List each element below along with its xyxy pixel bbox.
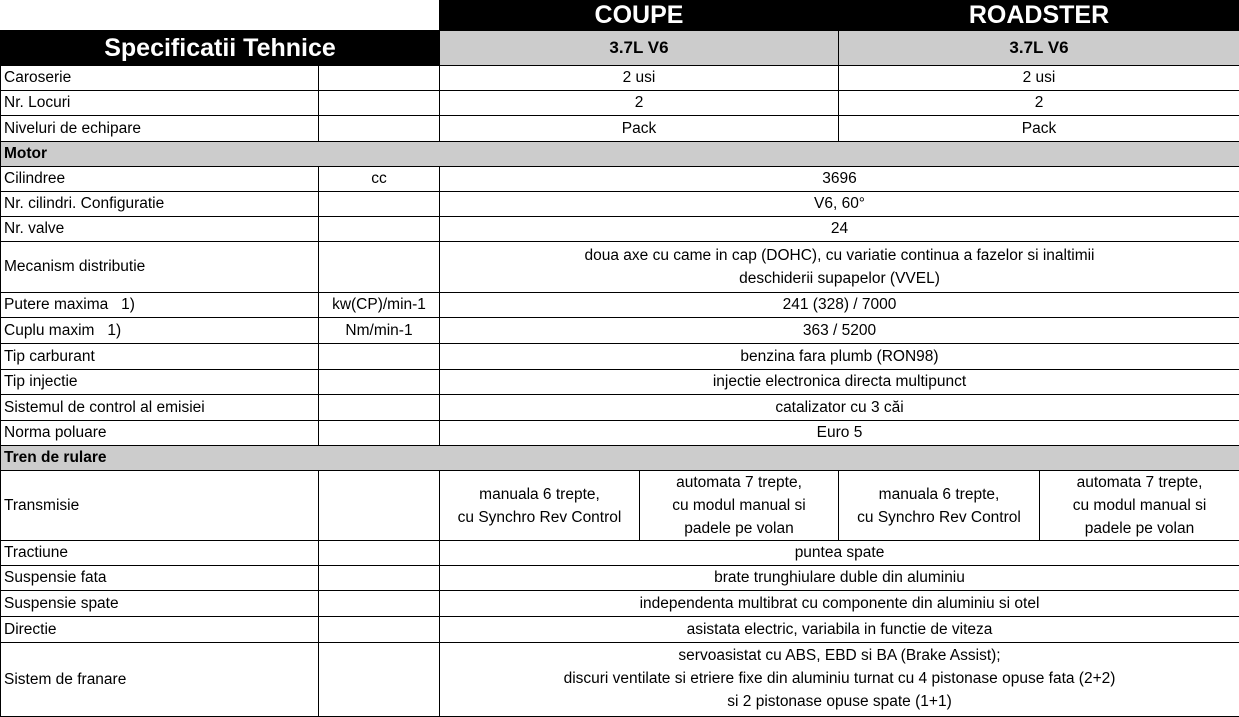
row-label: Nr. Locuri: [1, 91, 319, 116]
coupe-auto-value: [640, 471, 839, 541]
row-label: Nr. cilindri. Configuratie: [1, 192, 319, 217]
roadster-header: ROADSTER: [839, 1, 1239, 31]
row-valve: [1, 217, 1239, 242]
value-line: automata 7 trepte,: [1043, 471, 1236, 494]
row-locuri: [1, 91, 1239, 116]
value-line: deschiderii supapelor (VVEL): [443, 267, 1236, 290]
roadster-manual-value: [839, 471, 1040, 541]
unit-cell: [319, 541, 440, 566]
coupe-value: Pack: [440, 116, 839, 142]
value-line: cu modul manual si: [1043, 494, 1236, 517]
row-label: Cuplu maxim 1): [1, 318, 319, 344]
unit-cell: [319, 344, 440, 370]
row-label: Niveluri de echipare: [1, 116, 319, 142]
roadster-auto-value: [1040, 471, 1239, 541]
row-label: Tip carburant: [1, 344, 319, 370]
roadster-value: Pack: [839, 116, 1239, 142]
value-line: cu Synchro Rev Control: [443, 506, 636, 529]
row-suspensie-fata: [1, 566, 1239, 591]
row-directie: [1, 617, 1239, 643]
row-cilindree: [1, 167, 1239, 192]
value-cell: benzina fara plumb (RON98): [440, 344, 1239, 370]
row-label: Sistem de franare: [1, 643, 319, 717]
row-franare: [1, 643, 1239, 717]
row-label: Tractiune: [1, 541, 319, 566]
row-label: Cilindree: [1, 167, 319, 192]
row-caroserie: [1, 66, 1239, 91]
unit-cell: [319, 471, 440, 541]
value-line: padele pe volan: [643, 517, 835, 540]
row-carburant: [1, 344, 1239, 370]
unit-cell: Nm/min-1: [319, 318, 440, 344]
unit-cell: [319, 242, 440, 293]
row-suspensie-spate: [1, 591, 1239, 617]
unit-cell: [319, 643, 440, 717]
row-label: Transmisie: [1, 471, 319, 541]
value-cell: asistata electric, variabila in functie de viteza: [440, 617, 1239, 643]
value-line: cu modul manual si: [643, 494, 835, 517]
unit-cell: [319, 421, 440, 446]
page-title: Specificatii Tehnice: [1, 31, 440, 66]
row-putere: [1, 293, 1239, 318]
row-label: Nr. valve: [1, 217, 319, 242]
value-cell: [440, 242, 1239, 293]
value-cell: puntea spate: [440, 541, 1239, 566]
unit-cell: [319, 566, 440, 591]
section-motor: Motor: [1, 142, 1239, 167]
value-line: cu Synchro Rev Control: [842, 506, 1036, 529]
row-echipare: [1, 116, 1239, 142]
unit-cell: [319, 217, 440, 242]
roadster-value: 2 usi: [839, 66, 1239, 91]
value-cell: V6, 60°: [440, 192, 1239, 217]
row-config: [1, 192, 1239, 217]
row-distributie: [1, 242, 1239, 293]
value-line: doua axe cu came in cap (DOHC), cu variatie continua a fazelor si inaltimii: [443, 244, 1236, 267]
row-label: Sistemul de control al emisiei: [1, 395, 319, 421]
value-cell: injectie electronica directa multipunct: [440, 370, 1239, 395]
value-line: servoasistat cu ABS, EBD si BA (Brake Assist);: [443, 644, 1236, 667]
value-cell: catalizator cu 3 căi: [440, 395, 1239, 421]
row-label: Suspensie fata: [1, 566, 319, 591]
row-tractiune: [1, 541, 1239, 566]
coupe-value: 2 usi: [440, 66, 839, 91]
row-label: Mecanism distributie: [1, 242, 319, 293]
value-cell: 363 / 5200: [440, 318, 1239, 344]
coupe-engine: 3.7L V6: [440, 31, 839, 66]
row-label: Directie: [1, 617, 319, 643]
row-cuplu: [1, 318, 1239, 344]
section-tren-de-rulare: Tren de rulare: [1, 446, 1239, 471]
coupe-value: 2: [440, 91, 839, 116]
row-emisii: [1, 395, 1239, 421]
value-line: manuala 6 trepte,: [443, 483, 636, 506]
value-line: padele pe volan: [1043, 517, 1236, 540]
value-cell: 241 (328) / 7000: [440, 293, 1239, 318]
unit-cell: [319, 395, 440, 421]
value-line: discuri ventilate si etriere fixe din aluminiu turnat cu 4 pistonase opuse fata (2+2): [443, 667, 1236, 690]
unit-cell: kw(CP)/min-1: [319, 293, 440, 318]
row-poluare: [1, 421, 1239, 446]
row-label: Putere maxima 1): [1, 293, 319, 318]
value-cell: Euro 5: [440, 421, 1239, 446]
unit-cell: [319, 116, 440, 142]
row-label: Norma poluare: [1, 421, 319, 446]
coupe-header: COUPE: [440, 1, 839, 31]
value-line: si 2 pistonase opuse spate (1+1): [443, 690, 1236, 713]
value-cell: 24: [440, 217, 1239, 242]
value-cell: brate trunghiulare duble din aluminiu: [440, 566, 1239, 591]
value-cell: [440, 643, 1239, 717]
unit-cell: [319, 617, 440, 643]
value-cell: independenta multibrat cu componente din aluminiu si otel: [440, 591, 1239, 617]
value-cell: 3696: [440, 167, 1239, 192]
value-line: automata 7 trepte,: [643, 471, 835, 494]
unit-cell: [319, 91, 440, 116]
unit-cell: [319, 370, 440, 395]
unit-cell: cc: [319, 167, 440, 192]
row-label: Tip injectie: [1, 370, 319, 395]
row-injectie: [1, 370, 1239, 395]
row-label: Suspensie spate: [1, 591, 319, 617]
row-transmisie: [1, 471, 1239, 541]
roadster-value: 2: [839, 91, 1239, 116]
unit-cell: [319, 66, 440, 91]
value-line: manuala 6 trepte,: [842, 483, 1036, 506]
row-label: Caroserie: [1, 66, 319, 91]
unit-cell: [319, 591, 440, 617]
unit-cell: [319, 192, 440, 217]
roadster-engine: 3.7L V6: [839, 31, 1239, 66]
header-blank: [1, 1, 440, 31]
coupe-manual-value: [440, 471, 640, 541]
